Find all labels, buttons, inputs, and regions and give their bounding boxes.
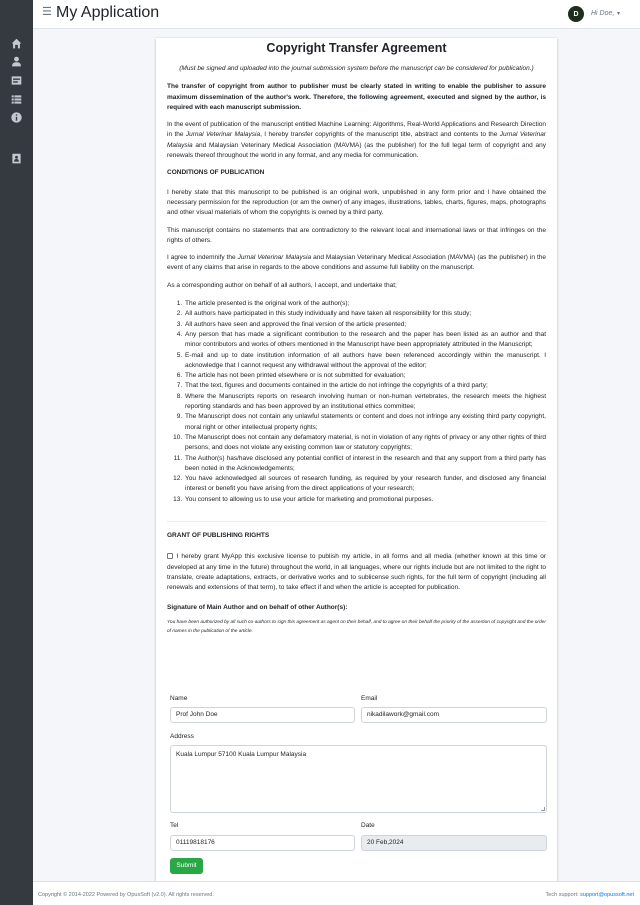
chevron-down-icon[interactable]: ▾ [617,11,621,17]
terms-list [167,299,546,505]
support-info [546,891,634,899]
email-label: Email [361,695,378,702]
list-item: 1. The article presented is the original work of the author(s); [184,299,546,309]
tel-input[interactable]: 01119818176 [170,835,355,851]
address-label: Address [170,733,194,740]
transfer-paragraph [167,120,546,161]
transfer-text-a: In the event of publication of the manuscript entitled Machine Learning: Algorithms, Real-World Applications and Research Direction in the [167,121,546,139]
intro-paragraph: The transfer of copyright from author to publisher must be clearly stated in writing to enable the publisher to assure maximum dissemination of the author's work. Therefore, the following agreement, executed and signed by the author, is required with each manuscript submission. [167,83,546,111]
tel-label: Tel [170,822,179,829]
undertake-paragraph: As a corresponding author on behalf of all authors, I accept, and undertake that; [167,281,397,289]
id-card-icon[interactable] [10,74,23,87]
transfer-text-c: , I hereby transfer copyrights of the manuscript title, abstract and contents to the [260,131,500,139]
indemnify-text-c: and Malaysian Veterinary Medical Association (MAVMA) (as the publisher) in the event of any claims that arise in regards to the above conditions and assume full liability on the manuscript. [167,254,546,272]
footer [33,881,640,905]
originality-paragraph: I hereby state that this manuscript to be published is an original work, unpublished in any form prior and I have obtained the necessary permission for the reproduction (or am the owner) of any images, illustrations, tables, charts, figures, maps, photographs and other visual materials of whom the copyrights is owned by a third party. [167,188,546,217]
agreement-content [167,38,546,637]
list-item: 5. E-mail and up to date institution information of all authors have been referenced accordingly within the manuscript. I acknowledge that I cannot request any withdrawal without the approval of the editor; [184,351,546,372]
address-value: Kuala Lumpur 57100 Kuala Lumpur Malaysia [176,751,307,758]
list-item: 7. That the text, figures and documents contained in the article do not infringe the copyrights of a third party; [184,381,546,391]
list-item: 9. The Manuscript does not contain any unlawful statements or content and does not infringe any existing third party copyright, moral right or other intellectual property rights; [184,412,546,433]
signature-note: You have been authorized by all such co-authors to sign this agreement as agent on their behalf, and to agree on their behalf the priority of the assertion of copyright and the order of names in the publication of the article. [167,619,546,635]
grant-checkbox[interactable] [167,553,173,559]
name-input[interactable]: Prof John Doe [170,707,355,723]
list-item: 12. You have acknowledged all sources of research funding, as required by your research funder, and disclosed any financial interest or benefit you have arising from the direct applications of your research; [184,474,546,495]
grant-paragraph [167,552,546,593]
journal-name: Jurnal Veterinar Malaysia [237,254,312,262]
page-title: Copyright Transfer Agreement [266,41,447,55]
sidebar [0,0,33,905]
date-label: Date [361,822,375,829]
signature-heading: Signature of Main Author and on behalf of other Author(s): [167,604,348,612]
avatar[interactable]: D [568,6,584,22]
support-email-link[interactable]: support@opussoft.net [580,892,634,898]
list-item: 13. You consent to allowing us to use your article for marketing and promotional purposes. [184,495,546,505]
grant-heading: GRANT OF PUBLISHING RIGHTS [167,531,270,539]
hamburger-icon[interactable]: ☰ [42,6,52,18]
list-item: 10. The Manuscript does not contain any defamatory material, is not in violation of any rights of privacy or any other rights of third persons, and does not violate any existing common law or statutory copyrights; [184,433,546,454]
list-icon[interactable] [10,93,23,106]
journal-name: Jurnal Veterinar Malaysia [185,131,261,139]
transfer-text-e: and Malaysian Veterinary Medical Association (MAVMA) (as the publisher) for the full legal term of copyright and any renewals thereof throughout the world in any format, and any media for communication. [167,141,546,160]
legality-paragraph: This manuscript contains no statements that are contradictory to the relevant local and international laws or that infringes on the rights of others. [167,226,546,244]
indemnify-text-a: I agree to indemnify the [167,254,238,262]
user-icon[interactable] [10,55,23,68]
date-input: 20 Feb,2024 [361,835,547,851]
conditions-heading: CONDITIONS OF PUBLICATION [167,169,265,177]
email-input[interactable]: nikadilawork@gmail.com [361,707,547,723]
section-divider [167,521,546,522]
list-item: 6. The article has not been printed elsewhere or is not submitted for evaluation; [184,371,546,381]
address-textarea[interactable] [170,745,547,813]
copyright-text: Copyright © 2014-2022 Powered by OpusSoft (v2.0). All rights reserved. [38,892,214,898]
top-navbar [33,0,640,29]
contact-card-icon[interactable] [10,152,23,165]
user-greeting[interactable]: Hi Doe, [591,10,615,17]
journal-name: Jurnal Veterinar Malaysia [167,131,546,149]
list-item: 2. All authors have participated in this study individually and have taken all responsibility for this study; [184,309,546,319]
document-subtitle: (Must be signed and uploaded into the journal submission system before the manuscript can be considered for publication.) [179,65,534,72]
grant-text: I hereby grant MyApp this exclusive license to publish my article, in all forms and all media (whether known at this time or developed at any time in the future) throughout the world, in all languages, where our rights include but are not limited to the right to translate, create adaptations, extracts, or derivative works and to sublicense such rights, for the full term of copyright (including all renewals and extensions of that term), to take effect if and when the article is accepted for publication. [167,553,546,592]
app-title: My Application [56,4,160,21]
name-label: Name [170,695,188,702]
indemnify-paragraph [167,253,546,274]
home-icon[interactable] [10,37,23,50]
support-label: Tech support: [545,892,581,898]
list-item: 11. The Author(s) has/have disclosed any potential conflict of interest in the research and that any support from a third party has been noted in the Acknowledgements; [184,454,546,475]
resize-handle[interactable] [541,807,545,811]
info-icon[interactable] [10,111,23,124]
list-item: 8. Where the Manuscripts reports on research involving human or non-human vertebrates, the research meets the highest reporting standards and has been approved by an institutional ethics committee; [184,392,546,413]
list-item: 3. All authors have seen and approved the final version of the article presented; [184,320,546,330]
submit-button[interactable]: Submit [170,858,203,874]
list-item: 4. Any person that has made a significant contribution to the research and the paper has been listed as an author and that minor contributors and works of others mentioned in the Manuscript have been appropriately attributed in the Manuscript; [184,330,546,351]
